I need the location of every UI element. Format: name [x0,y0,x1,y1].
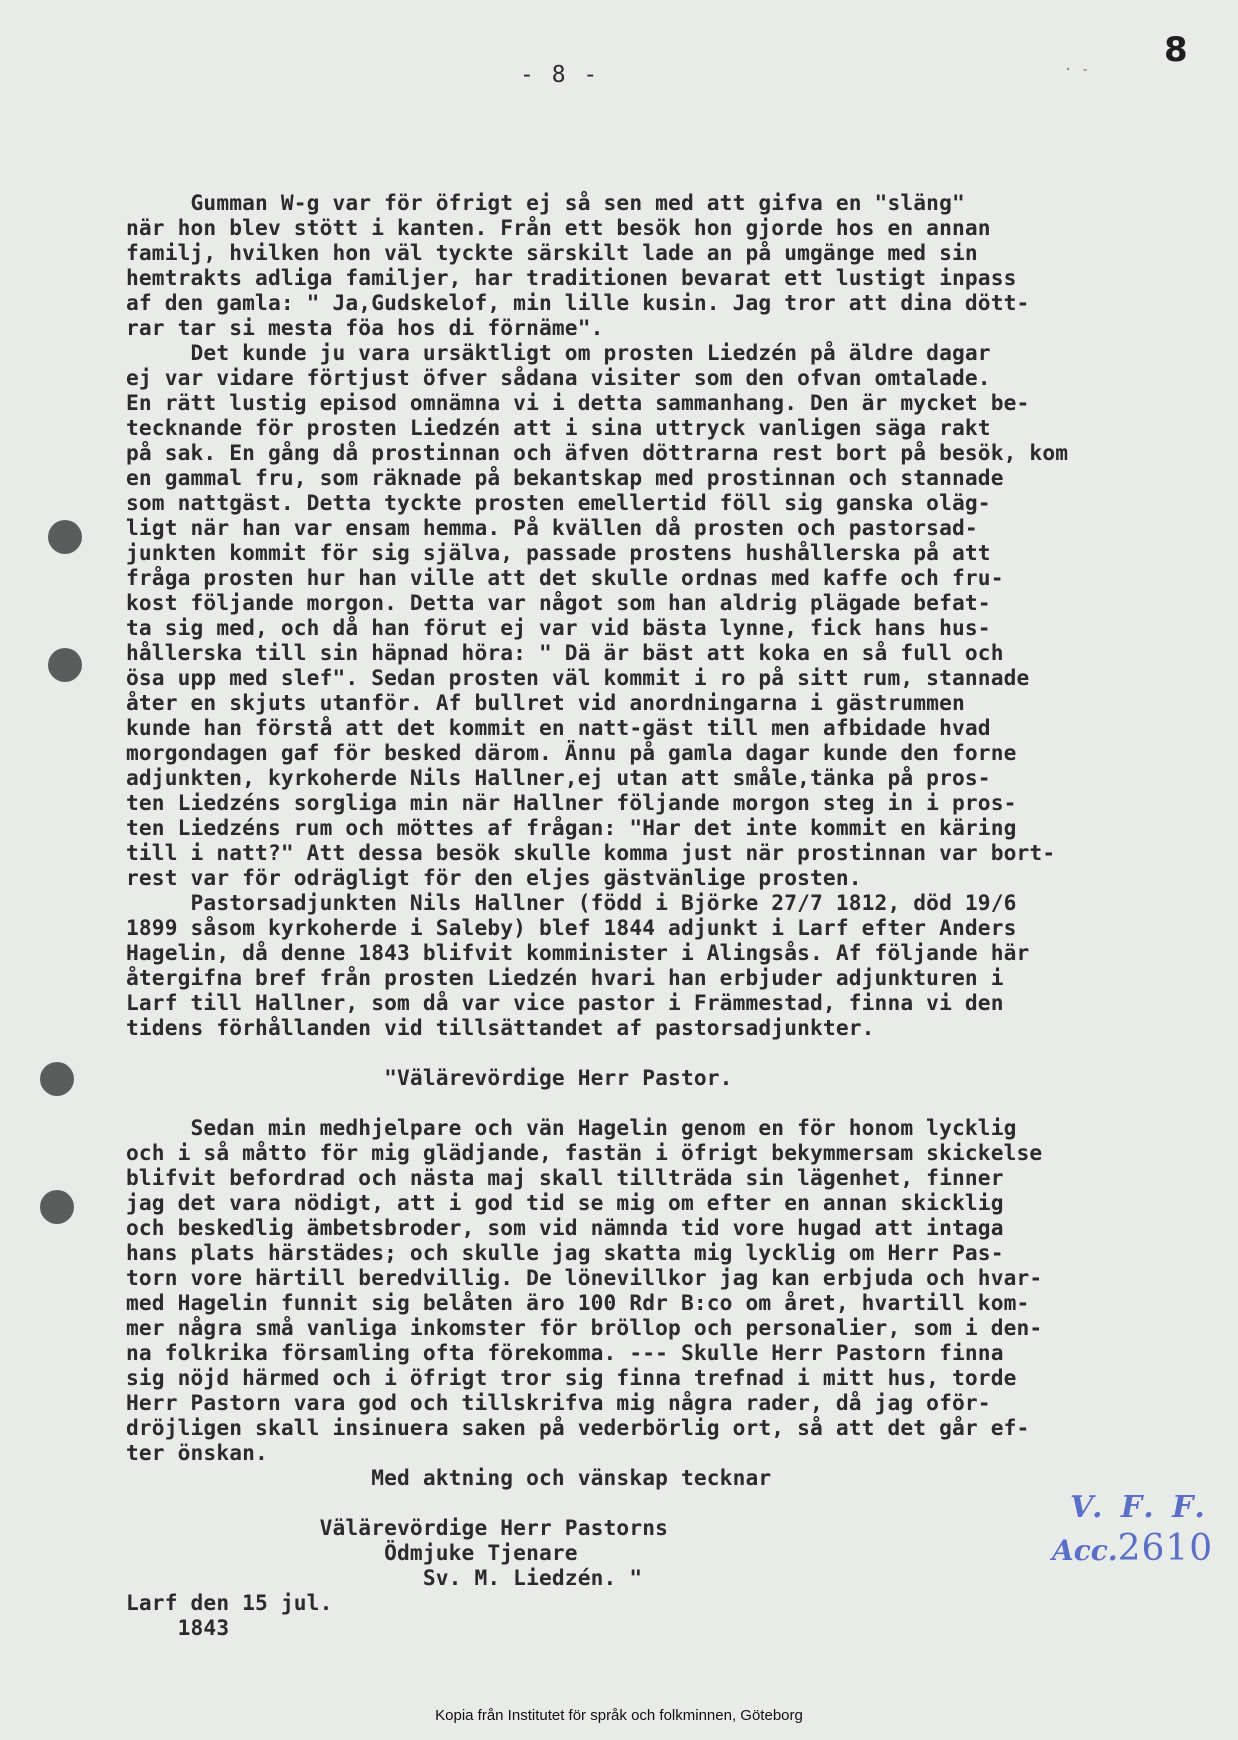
text-line: adjunkten, kyrkoherde Nils Hallner,ej utan att småle,tänka på pros- [126,765,991,790]
text-line: Pastorsadjunkten Nils Hallner (född i Björke 27/7 1812, död 19/6 [126,890,1017,915]
text-line: Med aktning och vänskap tecknar [126,1465,772,1490]
text-line: på sak. En gång då prostinnan och äfven döttrarna rest bort på besök, kom [126,440,1069,465]
text-line: Herr Pastorn vara god och tillskrifva mig några rader, då jag oför- [126,1390,991,1415]
text-line: en gammal fru, som räknade på bekantskap med prostinnan och stannade [126,465,1004,490]
text-line: Sv. M. Liedzén. " [126,1565,643,1590]
text-line: åter en skjuts utanför. Af bullret vid anordningarna i gästrummen [126,690,965,715]
text-line: af den gamla: " Ja,Gudskelof, min lille kusin. Jag tror att dina dött- [126,290,1030,315]
stamp-number: 2610 [1117,1528,1214,1569]
punch-hole [48,648,82,682]
text-line: kost följande morgon. Detta var något som han aldrig plägade befat- [126,590,991,615]
text-line: ta sig med, och då han förut ej var vid bästa lynne, fick hans hus- [126,615,991,640]
text-line: hållerska till sin häpnad höra: " Dä är bäst att koka en så full och [126,640,1004,665]
stamp-prefix: Acc. [1052,1534,1118,1567]
text-line: rar tar si mesta föa hos di förnäme". [126,315,604,340]
text-line: rest var för odrägligt för den eljes gästvänlige prosten. [126,865,862,890]
text-line [126,1090,1226,1115]
text-line: ten Liedzéns sorgliga min när Hallner följande morgon steg in i pros- [126,790,1017,815]
text-line: återgifna bref från prosten Liedzén hvari han erbjuder adjunkturen i [126,965,1004,990]
text-line: ligt när han var ensam hemma. På kvällen då prosten och pastorsad- [126,515,978,540]
text-line: hans plats härstädes; och skulle jag skatta mig lycklig om Herr Pas- [126,1240,1004,1265]
punch-hole [48,520,82,554]
text-line: jag det vara nödigt, att i god tid se mig om efter en annan skicklig [126,1190,1004,1215]
text-line: till i natt?" Att dessa besök skulle komma just när prostinnan var bort- [126,840,1056,865]
text-line: kunde han förstå att det kommit en natt-gäst till men afbidade hvad [126,715,991,740]
text-line: torn vore härtill beredvillig. De lönevillkor jag kan erbjuda och hvar- [126,1265,1043,1290]
archive-stamp [1050,1490,1230,1570]
text-line: familj, hvilken hon väl tyckte särskilt lade an på umgänge med sin [126,240,978,265]
text-line: och i så måtto för mig glädjande, fastän i öfrigt bekymmersam skickelse [126,1140,1043,1165]
text-line: Gumman W-g var för öfrigt ej så sen med att gifva en "släng" [126,190,965,215]
text-line: 1843 [126,1615,230,1640]
text-line: Välärevördige Herr Pastorns [126,1515,669,1540]
text-line: som nattgäst. Detta tyckte prosten emellertid föll sig ganska oläg- [126,490,991,515]
text-line: Larf till Hallner, som då var vice pastor i Främmestad, finna vi den [126,990,1004,1015]
text-line: fråga prosten hur han ville att det skulle ordnas med kaffe och fru- [126,565,1004,590]
text-line: Ödmjuke Tjenare [126,1540,578,1565]
text-line: En rätt lustig episod omnämna vi i detta sammanhang. Den är mycket be- [126,390,1030,415]
text-line: dröjligen skall insinuera saken på vederbörlig ort, så att det går ef- [126,1415,1030,1440]
text-line [126,1040,1226,1065]
text-line: ösa upp med slef". Sedan prosten väl kommit i ro på sitt rum, stannade [126,665,1030,690]
text-line: med Hagelin funnit sig belåten äro 100 Rdr B:co om året, hvartill kom- [126,1290,1030,1315]
corner-marks: · - [1064,62,1090,78]
text-line: sig nöjd härmed och i öfrigt tror sig finna trefnad i mitt hus, torde [126,1365,1017,1390]
stamp-initials: V. F. F. [1070,1490,1209,1525]
text-line: när hon blev stött i kanten. Från ett besök hon gjorde hos en annan [126,215,991,240]
text-line: "Välärevördige Herr Pastor. [126,1065,733,1090]
typewritten-text [126,190,1226,1640]
punch-hole [40,1190,74,1224]
page-number: - 8 - [520,62,600,88]
corner-page-number: 8 [1164,30,1188,70]
text-line: Hagelin, då denne 1843 blifvit komminister i Alingsås. Af följande här [126,940,1030,965]
text-line: tecknande för prosten Liedzén att i sina uttryck vanligen säga rakt [126,415,991,440]
text-line: ten Liedzéns rum och möttes af frågan: "Har det inte kommit en käring [126,815,1017,840]
text-line: hemtrakts adliga familjer, har traditionen bevarat ett lustigt inpass [126,265,1017,290]
text-line: Larf den 15 jul. [126,1590,333,1615]
text-line: Sedan min medhjelpare och vän Hagelin genom en för honom lycklig [126,1115,1017,1140]
text-line: mer några små vanliga inkomster för bröllop och personalier, som i den- [126,1315,1043,1340]
text-line: 1899 såsom kyrkoherde i Saleby) blef 1844 adjunkt i Larf efter Anders [126,915,1017,940]
text-line: na folkrika församling ofta förekomma. --- Skulle Herr Pastorn finna [126,1340,1004,1365]
text-line: tidens förhållanden vid tillsättandet af pastorsadjunkter. [126,1015,875,1040]
text-line: ter önskan. [126,1440,268,1465]
punch-hole [40,1062,74,1096]
text-line: morgondagen gaf för besked därom. Ännu på gamla dagar kunde den forne [126,740,1017,765]
footer-credit: Kopia från Institutet för språk och folkminnen, Göteborg [435,1707,803,1724]
text-line: ej var vidare förtjust öfver sådana visiter som den ofvan omtalade. [126,365,991,390]
text-line: Det kunde ju vara ursäktligt om prosten Liedzén på äldre dagar [126,340,991,365]
stamp-accession [1052,1528,1213,1569]
text-line: och beskedlig ämbetsbroder, som vid nämnda tid vore hugad att intaga [126,1215,1004,1240]
text-line: blifvit befordrad och nästa maj skall tillträda sin lägenhet, finner [126,1165,1004,1190]
text-line: junkten kommit för sig själva, passade prostens hushållerska på att [126,540,991,565]
